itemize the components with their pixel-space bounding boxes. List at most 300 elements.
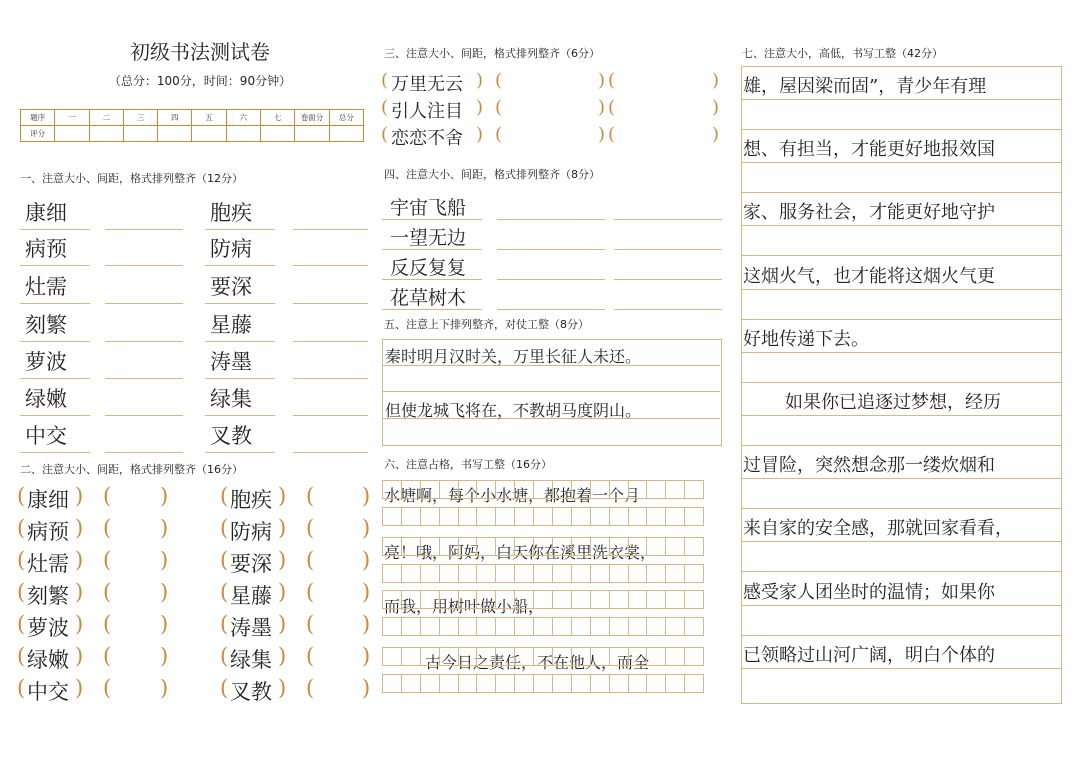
grid-cell[interactable] — [628, 537, 648, 556]
paren-open[interactable]: ( — [103, 644, 112, 668]
paren-open: ( — [17, 516, 26, 540]
word-left: 病预 — [25, 237, 67, 261]
grid-cell[interactable] — [458, 480, 478, 499]
grid-cell[interactable] — [420, 507, 440, 526]
grid-cell[interactable] — [684, 674, 704, 693]
grid-cell[interactable] — [609, 507, 629, 526]
score-cell: 四 — [158, 110, 192, 126]
grid-cell[interactable] — [533, 564, 553, 583]
grid-cell[interactable] — [571, 590, 591, 609]
grid-text-line-4: 古今日之责任，不在他人，而全 — [425, 653, 650, 672]
grid-cell[interactable] — [571, 617, 591, 636]
paren-close: ) — [75, 644, 84, 668]
grid-cell[interactable] — [684, 537, 704, 556]
grid-cell[interactable] — [533, 480, 553, 499]
ruled-line — [205, 265, 275, 266]
ruled-line — [205, 415, 275, 416]
ruled-line — [382, 219, 482, 220]
ruled-line — [741, 289, 1061, 290]
answer-line[interactable] — [741, 382, 1061, 383]
ruled-line — [741, 352, 1061, 353]
grid-cell[interactable] — [571, 674, 591, 693]
grid-cell[interactable] — [665, 537, 685, 556]
answer-line[interactable] — [741, 508, 1061, 509]
grid-cell[interactable] — [401, 674, 421, 693]
phrase: 反反复复 — [390, 257, 467, 279]
word-right: 涛墨 — [230, 616, 272, 640]
answer-line[interactable] — [105, 452, 183, 453]
grid-text-line-1: 水塘啊，每个小水塘，都抱着一个月 — [384, 486, 641, 505]
ruled-line — [205, 452, 275, 453]
paren-close: ) — [278, 644, 287, 668]
grid-cell[interactable] — [495, 564, 515, 583]
grid-cell[interactable] — [590, 674, 610, 693]
grid-cell[interactable] — [476, 590, 496, 609]
grid-cell[interactable] — [382, 537, 402, 556]
answer-line[interactable] — [293, 229, 368, 230]
grid-cell[interactable] — [533, 507, 553, 526]
answer-line[interactable] — [741, 255, 1061, 256]
grid-cell[interactable] — [609, 537, 629, 556]
paren-close: ) — [160, 580, 169, 604]
grid-cell[interactable] — [514, 647, 534, 666]
score-blank — [261, 126, 295, 142]
paren-close: ) — [362, 580, 371, 604]
grid-cell[interactable] — [665, 564, 685, 583]
ruled-line — [20, 452, 90, 453]
grid-cell[interactable] — [628, 647, 648, 666]
grid-cell[interactable] — [514, 564, 534, 583]
grid-cell[interactable] — [495, 537, 515, 556]
grid-cell[interactable] — [514, 674, 534, 693]
grid-cell[interactable] — [590, 564, 610, 583]
paren-open: ( — [381, 70, 389, 91]
paren-close: ) — [160, 612, 169, 636]
answer-line[interactable] — [497, 309, 605, 310]
answer-line[interactable] — [105, 378, 183, 379]
answer-line[interactable] — [105, 303, 183, 304]
word-right: 胞疾 — [210, 201, 252, 225]
grid-row — [382, 537, 703, 556]
grid-cell[interactable] — [628, 480, 648, 499]
answer-line[interactable] — [741, 129, 1061, 130]
paren-open: ( — [17, 612, 26, 636]
grid-cell[interactable] — [514, 537, 534, 556]
grid-cell[interactable] — [382, 674, 402, 693]
paren-close: ) — [476, 124, 484, 145]
grid-cell[interactable] — [458, 564, 478, 583]
grid-cell[interactable] — [495, 617, 515, 636]
grid-cell[interactable] — [646, 674, 666, 693]
grid-cell[interactable] — [665, 590, 685, 609]
score-cell: 二 — [89, 110, 123, 126]
paren-open[interactable]: ( — [495, 124, 503, 145]
grid-cell[interactable] — [628, 674, 648, 693]
word-right: 胞疾 — [230, 488, 272, 512]
grid-cell[interactable] — [420, 647, 440, 666]
ruled-line — [741, 415, 1061, 416]
paren-open[interactable]: ( — [306, 484, 315, 508]
grid-cell[interactable] — [609, 480, 629, 499]
ruled-line — [382, 249, 482, 250]
grid-cell[interactable] — [458, 537, 478, 556]
phrase: 引人注目 — [391, 101, 463, 122]
score-blank — [192, 126, 226, 142]
answer-line[interactable] — [741, 571, 1061, 572]
answer-line[interactable] — [497, 279, 605, 280]
paren-open: ( — [220, 484, 229, 508]
grid-cell[interactable] — [609, 564, 629, 583]
ruled-line — [741, 478, 1061, 479]
grid-cell[interactable] — [571, 480, 591, 499]
grid-cell[interactable] — [401, 537, 421, 556]
grid-cell[interactable] — [590, 590, 610, 609]
score-cell: 题序 — [21, 110, 55, 126]
grid-cell[interactable] — [628, 564, 648, 583]
grid-cell[interactable] — [420, 674, 440, 693]
grid-cell[interactable] — [401, 564, 421, 583]
grid-cell[interactable] — [552, 564, 572, 583]
answer-line[interactable] — [105, 265, 183, 266]
essay-line: 这烟火气，也才能将这烟火气更 — [743, 266, 995, 287]
word-left: 病预 — [27, 520, 69, 544]
ruled-line — [20, 415, 90, 416]
ruled-line — [382, 391, 720, 392]
answer-line[interactable] — [614, 219, 722, 220]
grid-cell[interactable] — [439, 617, 459, 636]
paren-open[interactable]: ( — [103, 612, 112, 636]
grid-cell[interactable] — [514, 507, 534, 526]
grid-cell[interactable] — [458, 647, 478, 666]
phrase: 一望无边 — [390, 227, 467, 249]
grid-cell[interactable] — [533, 590, 553, 609]
score-blank — [226, 126, 260, 142]
paren-close: ) — [75, 676, 84, 700]
paren-open: ( — [381, 97, 389, 118]
grid-cell[interactable] — [646, 617, 666, 636]
paren-close: ) — [362, 516, 371, 540]
paren-close: ) — [476, 70, 484, 91]
word-right: 绿集 — [230, 648, 272, 672]
answer-line[interactable] — [105, 415, 183, 416]
grid-cell[interactable] — [609, 617, 629, 636]
answer-line[interactable] — [105, 229, 183, 230]
paren-open[interactable]: ( — [608, 97, 616, 118]
grid-cell[interactable] — [382, 617, 402, 636]
grid-cell[interactable] — [628, 590, 648, 609]
grid-cell[interactable] — [552, 674, 572, 693]
paren-open[interactable]: ( — [306, 644, 315, 668]
grid-cell[interactable] — [514, 617, 534, 636]
paren-close: ) — [712, 70, 720, 91]
score-blank — [158, 126, 192, 142]
phrase: 花草树木 — [390, 287, 467, 309]
grid-cell[interactable] — [609, 647, 629, 666]
answer-line[interactable] — [105, 341, 183, 342]
word-left: 绿嫩 — [27, 648, 69, 672]
ruled-line — [20, 341, 90, 342]
grid-cell[interactable] — [552, 480, 572, 499]
grid-cell[interactable] — [420, 564, 440, 583]
grid-text-line-3: 而我，用树叶做小船， — [384, 597, 545, 616]
paren-open: ( — [381, 124, 389, 145]
grid-cell[interactable] — [590, 507, 610, 526]
grid-cell[interactable] — [382, 564, 402, 583]
paren-open: ( — [17, 644, 26, 668]
grid-cell[interactable] — [401, 647, 421, 666]
grid-cell[interactable] — [609, 674, 629, 693]
paren-close: ) — [278, 516, 287, 540]
paren-open[interactable]: ( — [103, 676, 112, 700]
grid-cell[interactable] — [401, 617, 421, 636]
essay-line: 想、有担当，才能更好地报效国 — [743, 139, 995, 160]
grid-cell[interactable] — [590, 617, 610, 636]
grid-cell[interactable] — [552, 617, 572, 636]
grid-cell[interactable] — [533, 537, 553, 556]
paren-open[interactable]: ( — [608, 70, 616, 91]
grid-cell[interactable] — [684, 507, 704, 526]
paren-open: ( — [220, 676, 229, 700]
answer-line[interactable] — [293, 452, 368, 453]
score-cell: 六 — [226, 110, 260, 126]
grid-cell[interactable] — [571, 647, 591, 666]
grid-cell[interactable] — [401, 507, 421, 526]
paren-close: ) — [160, 484, 169, 508]
grid-cell[interactable] — [401, 590, 421, 609]
grid-cell[interactable] — [495, 647, 515, 666]
grid-cell[interactable] — [684, 647, 704, 666]
ruled-line — [205, 229, 275, 230]
answer-line[interactable] — [741, 445, 1061, 446]
grid-cell[interactable] — [646, 537, 666, 556]
paren-open[interactable]: ( — [306, 580, 315, 604]
grid-cell[interactable] — [420, 590, 440, 609]
grid-cell[interactable] — [420, 480, 440, 499]
paren-open[interactable]: ( — [306, 516, 315, 540]
score-cell: 总分 — [329, 110, 363, 126]
section-6-title: 六、注意占格，书写工整（16分） — [384, 458, 552, 471]
paren-close: ) — [362, 484, 371, 508]
word-right: 涛墨 — [210, 350, 252, 374]
grid-cell[interactable] — [439, 564, 459, 583]
paren-close: ) — [160, 676, 169, 700]
grid-cell[interactable] — [458, 590, 478, 609]
grid-cell[interactable] — [571, 507, 591, 526]
grid-cell[interactable] — [458, 674, 478, 693]
grid-row — [382, 674, 703, 693]
paren-open[interactable]: ( — [306, 676, 315, 700]
essay-line: 感受家人团坐时的温情；如果你 — [743, 582, 995, 603]
grid-cell[interactable] — [665, 480, 685, 499]
word-left: 萝波 — [27, 616, 69, 640]
ruled-line — [741, 162, 1061, 163]
answer-line[interactable] — [293, 378, 368, 379]
word-right: 星藤 — [210, 313, 252, 337]
ruled-line — [20, 265, 90, 266]
paren-open: ( — [220, 548, 229, 572]
section-1-title: 一、注意大小、间距，格式排列整齐（12分） — [20, 172, 243, 185]
grid-cell[interactable] — [439, 537, 459, 556]
answer-line[interactable] — [614, 279, 722, 280]
grid-cell[interactable] — [552, 647, 572, 666]
paren-open: ( — [220, 612, 229, 636]
score-blank — [55, 126, 89, 142]
paren-open[interactable]: ( — [103, 580, 112, 604]
word-left: 灶需 — [25, 275, 67, 299]
grid-cell[interactable] — [571, 564, 591, 583]
essay-line: 家、服务社会，才能更好地守护 — [743, 202, 995, 223]
paren-open[interactable]: ( — [495, 97, 503, 118]
grid-cell[interactable] — [476, 480, 496, 499]
answer-line[interactable] — [293, 341, 368, 342]
answer-line[interactable] — [614, 309, 722, 310]
paren-close: ) — [598, 97, 606, 118]
phrase: 恋恋不舍 — [391, 128, 463, 149]
grid-cell[interactable] — [665, 647, 685, 666]
score-table — [20, 109, 364, 142]
word-right: 要深 — [230, 552, 272, 576]
paren-close: ) — [160, 516, 169, 540]
grid-cell[interactable] — [646, 590, 666, 609]
essay-line: 来自家的安全感，那就回家看看， — [743, 518, 1013, 539]
grid-cell[interactable] — [495, 480, 515, 499]
paren-open[interactable]: ( — [306, 548, 315, 572]
answer-line[interactable] — [614, 249, 722, 250]
grid-cell[interactable] — [533, 617, 553, 636]
paren-open[interactable]: ( — [495, 70, 503, 91]
grid-cell[interactable] — [628, 507, 648, 526]
grid-cell[interactable] — [665, 507, 685, 526]
grid-cell[interactable] — [382, 507, 402, 526]
grid-cell[interactable] — [514, 590, 534, 609]
grid-cell[interactable] — [495, 507, 515, 526]
answer-line[interactable] — [497, 219, 605, 220]
grid-cell[interactable] — [476, 537, 496, 556]
ruled-line — [741, 99, 1061, 100]
paren-close: ) — [712, 97, 720, 118]
grid-cell[interactable] — [439, 590, 459, 609]
grid-cell[interactable] — [590, 647, 610, 666]
grid-cell[interactable] — [420, 617, 440, 636]
essay-line: 雄，屋因梁而固”，青少年有理 — [743, 76, 987, 97]
grid-cell[interactable] — [590, 480, 610, 499]
paren-close: ) — [362, 548, 371, 572]
grid-cell[interactable] — [439, 480, 459, 499]
word-right: 防病 — [230, 520, 272, 544]
grid-cell[interactable] — [458, 507, 478, 526]
grid-cell[interactable] — [684, 617, 704, 636]
grid-cell[interactable] — [420, 537, 440, 556]
score-blank — [89, 126, 123, 142]
answer-line[interactable] — [741, 192, 1061, 193]
paren-open: ( — [17, 676, 26, 700]
paren-open[interactable]: ( — [103, 548, 112, 572]
answer-line[interactable] — [741, 635, 1061, 636]
answer-line[interactable] — [293, 415, 368, 416]
grid-cell[interactable] — [665, 617, 685, 636]
ruled-line — [741, 541, 1061, 542]
answer-line[interactable] — [741, 319, 1061, 320]
grid-cell[interactable] — [646, 564, 666, 583]
paren-close: ) — [278, 580, 287, 604]
section-4-title: 四、注意大小、间距，格式排列整齐（8分） — [384, 168, 600, 181]
grid-cell[interactable] — [382, 590, 402, 609]
phrase: 万里无云 — [391, 74, 463, 95]
answer-line[interactable] — [497, 249, 605, 250]
grid-cell[interactable] — [665, 674, 685, 693]
grid-cell[interactable] — [495, 590, 515, 609]
grid-cell[interactable] — [684, 564, 704, 583]
grid-cell[interactable] — [533, 647, 553, 666]
grid-cell[interactable] — [458, 617, 478, 636]
paren-close: ) — [75, 580, 84, 604]
grid-cell[interactable] — [439, 507, 459, 526]
score-blank — [329, 126, 363, 142]
grid-cell[interactable] — [628, 617, 648, 636]
grid-cell[interactable] — [495, 674, 515, 693]
answer-line[interactable] — [293, 265, 368, 266]
score-cell: 三 — [123, 110, 157, 126]
grid-cell[interactable] — [552, 590, 572, 609]
grid-text-line-2: 亮！哦，阿妈，白天你在溪里洗衣裳， — [384, 543, 657, 562]
grid-cell[interactable] — [533, 674, 553, 693]
section-7-title: 七、注意大小，高低，书写工整（42分） — [742, 47, 943, 60]
grid-cell[interactable] — [684, 590, 704, 609]
grid-cell[interactable] — [590, 537, 610, 556]
word-right: 叉教 — [210, 424, 252, 448]
ruled-line — [741, 668, 1061, 669]
paren-open[interactable]: ( — [306, 612, 315, 636]
paren-close: ) — [75, 484, 84, 508]
answer-line[interactable] — [293, 303, 368, 304]
ruled-line — [205, 303, 275, 304]
phrase: 宇宙飞船 — [390, 197, 467, 219]
grid-cell[interactable] — [571, 537, 591, 556]
paren-open[interactable]: ( — [103, 484, 112, 508]
grid-cell[interactable] — [476, 617, 496, 636]
grid-cell[interactable] — [382, 647, 402, 666]
grid-cell[interactable] — [609, 590, 629, 609]
grid-cell[interactable] — [646, 507, 666, 526]
grid-cell[interactable] — [476, 564, 496, 583]
paren-open[interactable]: ( — [608, 124, 616, 145]
word-left: 中交 — [25, 424, 67, 448]
essay-line: 过冒险，突然想念那一缕炊烟和 — [743, 455, 995, 476]
word-left: 刻繁 — [25, 313, 67, 337]
grid-cell[interactable] — [514, 480, 534, 499]
grid-cell[interactable] — [382, 480, 402, 499]
ruled-line — [20, 303, 90, 304]
grid-cell[interactable] — [476, 647, 496, 666]
paren-close: ) — [362, 612, 371, 636]
grid-cell[interactable] — [401, 480, 421, 499]
grid-cell[interactable] — [552, 507, 572, 526]
paren-open: ( — [17, 580, 26, 604]
paren-open[interactable]: ( — [103, 516, 112, 540]
essay-line: 好地传递下去。 — [743, 329, 869, 350]
grid-cell[interactable] — [439, 647, 459, 666]
grid-cell[interactable] — [684, 480, 704, 499]
grid-cell[interactable] — [476, 674, 496, 693]
grid-cell[interactable] — [476, 507, 496, 526]
grid-cell[interactable] — [646, 647, 666, 666]
grid-cell[interactable] — [646, 480, 666, 499]
grid-cell[interactable] — [439, 674, 459, 693]
word-left: 康细 — [25, 201, 67, 225]
score-cell: 卷面分 — [295, 110, 329, 126]
grid-cell[interactable] — [552, 537, 572, 556]
paren-open: ( — [220, 516, 229, 540]
